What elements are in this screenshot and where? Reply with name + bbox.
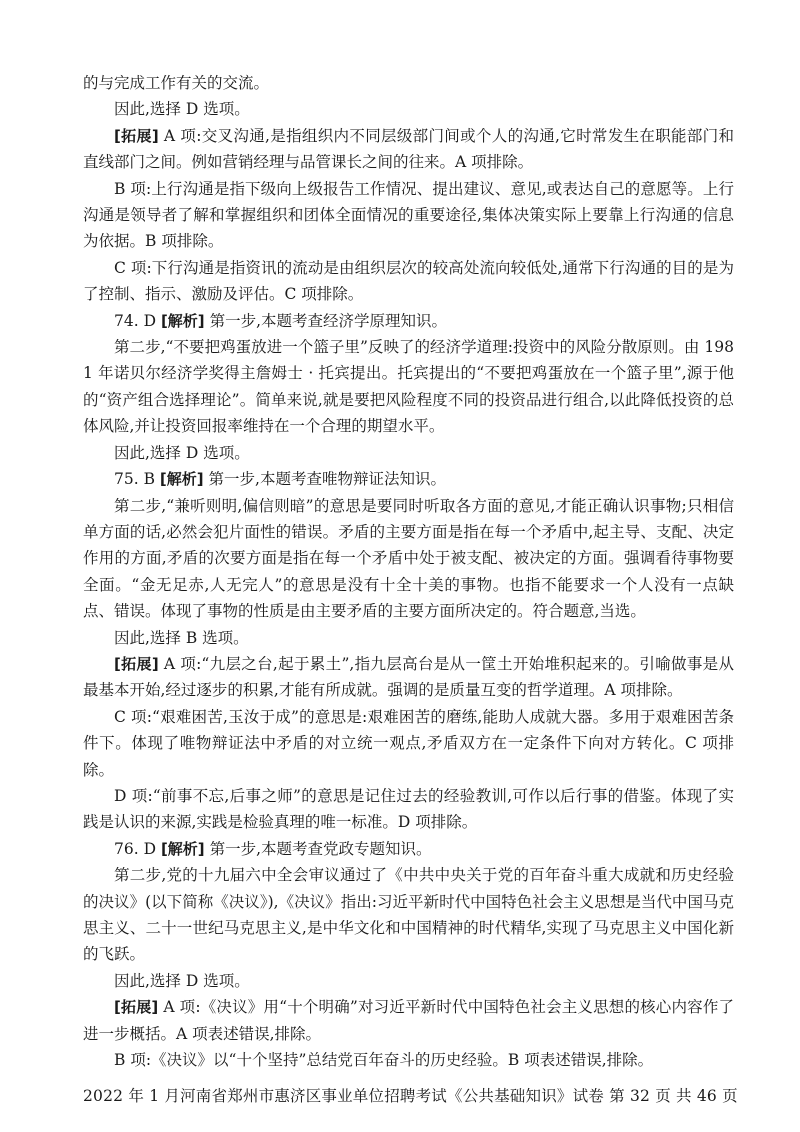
text-run: A 项:“九层之台,起于累土”,指九层高台是从一筐土开始堆积起来的。引喻做事是从最基本开始,经过逐步的积累,才能有所成就。强调的是质量互变的哲学道理。A 项排除。 xyxy=(83,654,734,700)
paragraph xyxy=(83,836,734,862)
text-run: 74. D xyxy=(114,311,161,330)
text-run: B 项:上行沟通是指下级向上级报告工作情况、提出建议、意见,或表达自己的意愿等。上行沟通是领导者了解和掌握组织和团体全面情况的重要途径,集体决策实际上要靠上行沟通的信息为依据。B 项排除。 xyxy=(83,179,734,251)
paragraph xyxy=(83,651,734,704)
paragraph xyxy=(83,334,734,440)
paragraph xyxy=(83,176,734,255)
paragraph xyxy=(83,255,734,308)
text-run: 因此,选择 D 选项。 xyxy=(114,100,250,119)
paragraph xyxy=(83,96,734,122)
text-run: 第二步,“兼听则明,偏信则暗”的意思是要同时听取各方面的意见,才能正确认识事物;只相信单方面的话,必然会犯片面性的错误。矛盾的主要方面是指在每一个矛盾中,起主导、支配、决定作用的方面,矛盾的次要方面是指在每一个矛盾中处于被支配、被决定的方面。强调看待事物要全面。“金无足赤,人无完人”的意思是没有十全十美的事物。也指不能要求一个人没有一点缺点、错误。体现了事物的性质是由主要矛盾的主要方面所决定的。符合题意,当选。 xyxy=(83,496,734,621)
bold-label: [解析] xyxy=(160,311,205,330)
bold-label: [拓展] xyxy=(114,998,159,1017)
text-run: C 项:“艰难困苦,玉汝于成”的意思是:艰难困苦的磨练,能助人成就大器。多用于艰难困苦条件下。体现了唯物辩证法中矛盾的对立统一观点,矛盾双方在一定条件下向对方转化。C 项排除。 xyxy=(83,707,734,779)
text-run: A 项:交叉沟通,是指组织内不同层级部门间或个人的沟通,它时常发生在职能部门和直线部门之间。例如营销经理与品管课长之间的往来。A 项排除。 xyxy=(83,126,734,172)
paragraph xyxy=(83,783,734,836)
paragraph xyxy=(83,493,734,625)
text-run: 第一步,本题考查唯物辩证法知识。 xyxy=(203,470,446,489)
paragraph xyxy=(83,466,734,492)
text-run: 因此,选择 D 选项。 xyxy=(114,443,250,462)
text-run: 76. D xyxy=(114,839,161,858)
text-run: 第二步,“不要把鸡蛋放进一个篮子里”反映了的经济学道理:投资中的风险分散原则。由 1981 年诺贝尔经济学奖得主詹姆士 · 托宾提出。托宾提出的“不要把鸡蛋放在一个篮子里”,源于他的“资产组合选择理论”。简单来说,就是要把风险程度不同的投资品进行组合,以此降低投资的总体风险,并让投资回报率维持在一个合理的期望水平。 xyxy=(83,338,734,436)
text-run: A 项:《决议》用“十个明确”对习近平新时代中国特色社会主义思想的核心内容作了进一步概括。A 项表述错误,排除。 xyxy=(83,998,735,1043)
paragraph xyxy=(83,308,734,334)
bold-label: [解析] xyxy=(160,839,205,858)
text-run: C 项:下行沟通是指资讯的流动是由组织层次的较高处流向较低处,通常下行沟通的目的是为了控制、指示、激励及评估。C 项排除。 xyxy=(83,258,734,304)
text-run: 第一步,本题考查经济学原理知识。 xyxy=(204,311,448,330)
text-run: 75. B xyxy=(114,470,160,489)
page-footer: 2022 年 1 月河南省郑州市惠济区事业单位招聘考试《公共基础知识》试卷 第 32 页 共 46 页 xyxy=(83,1087,738,1105)
paragraph xyxy=(83,123,734,176)
text-run: 的与完成工作有关的交流。 xyxy=(83,74,270,92)
paragraph xyxy=(83,70,734,96)
bold-label: [拓展] xyxy=(114,126,159,145)
bold-label: [解析] xyxy=(159,470,204,489)
paragraph xyxy=(83,704,734,783)
text-run: 因此,选择 B 选项。 xyxy=(114,628,249,647)
paragraph xyxy=(83,968,734,994)
bold-label: [拓展] xyxy=(114,654,159,673)
paragraph xyxy=(83,625,734,651)
text-run: B 项:《决议》以“十个坚持”总结党百年奋斗的历史经验。B 项表述错误,排除。 xyxy=(114,1051,654,1070)
paragraph xyxy=(83,440,734,466)
paragraph xyxy=(83,994,734,1047)
text-run: 因此,选择 D 选项。 xyxy=(114,971,250,990)
text-run: D 项:“前事不忘,后事之师”的意思是记住过去的经验教训,可作以后行事的借鉴。体现了实践是认识的来源,实践是检验真理的唯一标准。D 项排除。 xyxy=(83,786,734,832)
paragraph xyxy=(83,1047,734,1073)
text-run: 第一步,本题考查党政专题知识。 xyxy=(204,839,432,858)
body-text xyxy=(83,70,734,1073)
text-run: 第二步,党的十九届六中全会审议通过了《中共中央关于党的百年奋斗重大成就和历史经验的决议》(以下简称《决议》),《决议》指出:习近平新时代中国特色社会主义思想是当代中国马克思主义、二十一世纪马克思主义,是中华文化和中国精神的时代精华,实现了马克思主义中国化新的飞跃。 xyxy=(83,866,734,964)
paragraph xyxy=(83,862,734,968)
